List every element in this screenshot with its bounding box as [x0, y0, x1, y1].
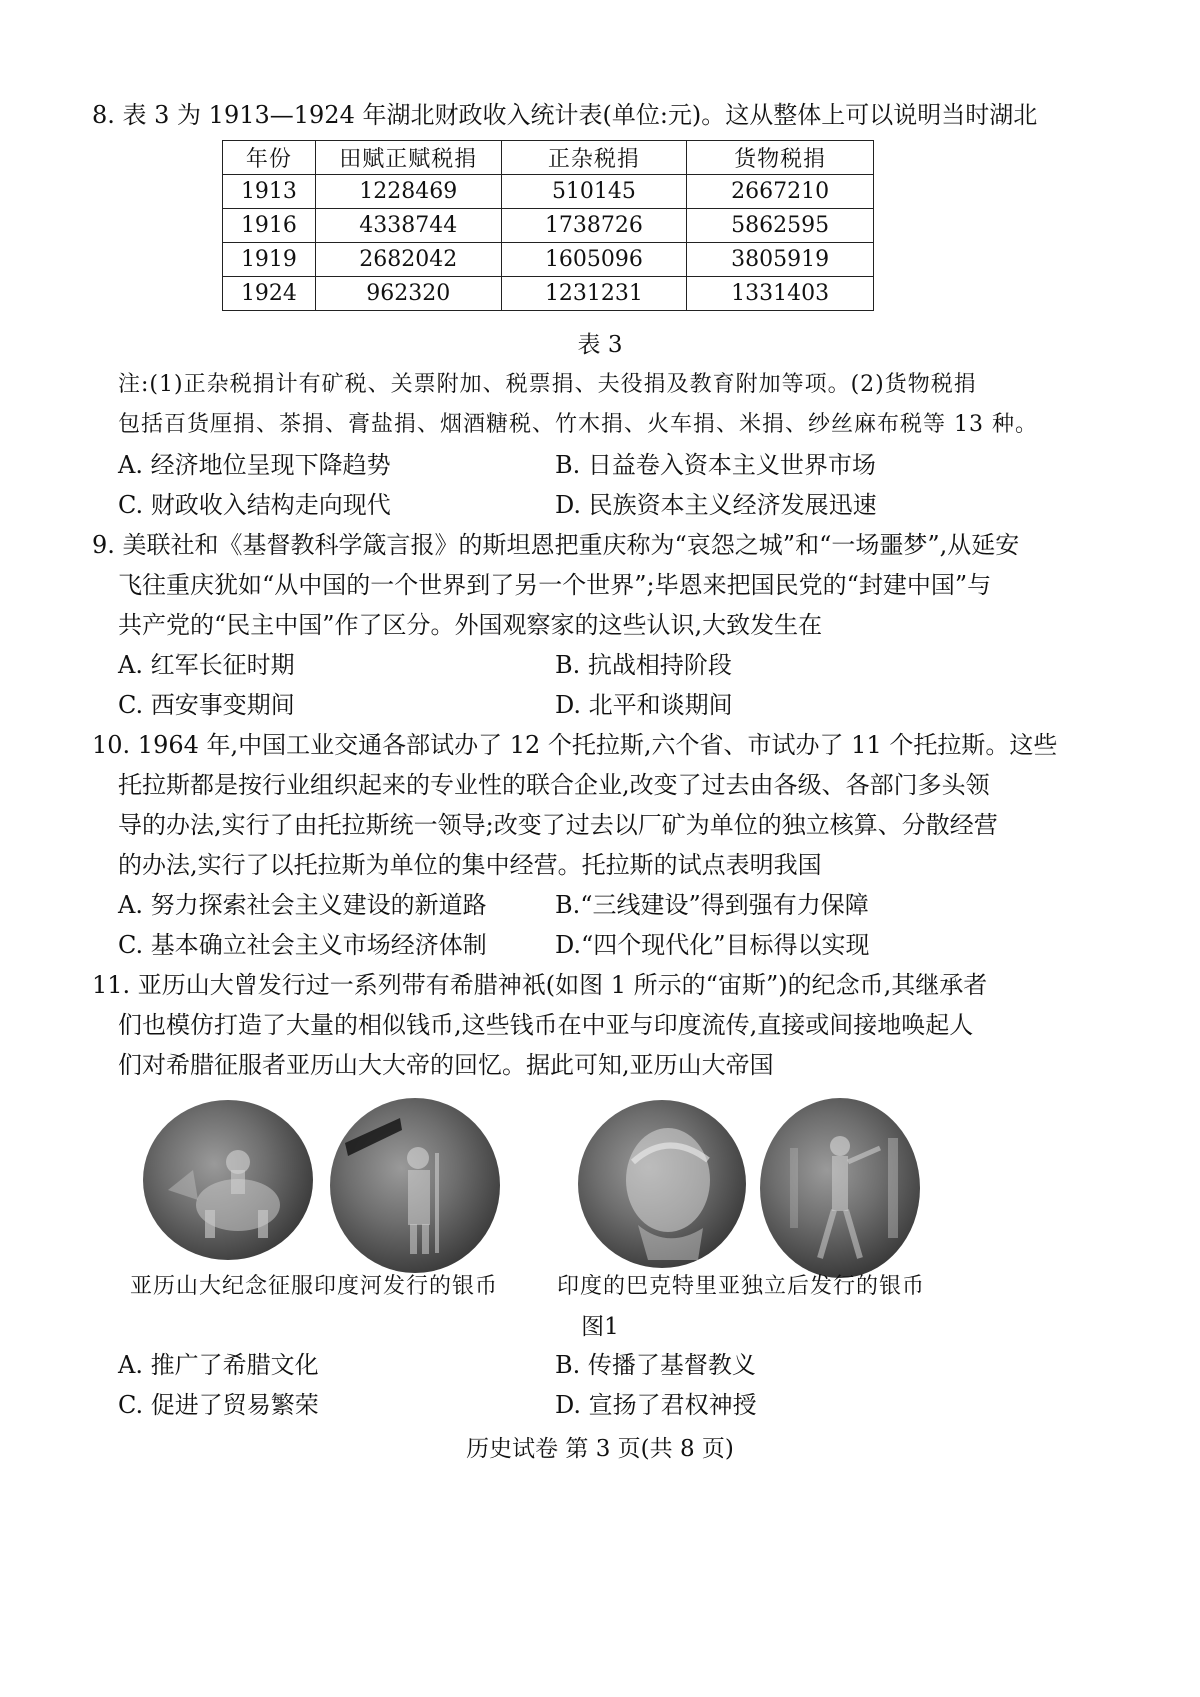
option-c[interactable]: C. 基本确立社会主义市场经济体制: [118, 931, 487, 959]
q10-stem-line: 托拉斯都是按行业组织起来的专业性的联合企业,改变了过去由各级、各部门多头领: [118, 771, 990, 799]
coin-standing-figure-image: [330, 1098, 500, 1273]
table-row: [223, 209, 874, 243]
coin-zeus-image: [760, 1098, 920, 1278]
option-c[interactable]: C. 财政收入结构走向现代: [118, 491, 391, 519]
q9-stem-line: 共产党的“民主中国”作了区分。外国观察家的这些认识,大致发生在: [118, 611, 823, 639]
table-cell: 1913: [223, 175, 316, 209]
q9-stem-line: 9. 美联社和《基督教科学箴言报》的斯坦恩把重庆称为“哀怨之城”和“一场噩梦”,从延安: [92, 531, 1020, 559]
table-cell: 1738726: [501, 209, 687, 243]
table-header-cell: 正杂税捐: [501, 141, 687, 175]
option-b[interactable]: B. 传播了基督教义: [555, 1351, 756, 1379]
q10-stem-line: 导的办法,实行了由托拉斯统一领导;改变了过去以厂矿为单位的独立核算、分散经营: [118, 811, 998, 839]
q8-options-row: [0, 488, 1200, 522]
option-b[interactable]: B.“三线建设”得到强有力保障: [555, 891, 869, 919]
table-cell: 2667210: [687, 175, 874, 209]
table-cell: 4338744: [315, 209, 501, 243]
q11-stem-line: 11. 亚历山大曾发行过一系列带有希腊神祇(如图 1 所示的“宙斯”)的纪念币,其继承者: [92, 971, 988, 999]
table-header-cell: 货物税捐: [687, 141, 874, 175]
table-cell: 510145: [501, 175, 687, 209]
q11-stem-line: 们对希腊征服者亚历山大大帝的回忆。据此可知,亚历山大帝国: [118, 1051, 774, 1079]
q10-options-row: [0, 928, 1200, 962]
table-header-cell: 年份: [223, 141, 316, 175]
standing-figure-icon: [330, 1098, 500, 1273]
option-a[interactable]: A. 经济地位呈现下降趋势: [118, 451, 391, 479]
table-cell: 1916: [223, 209, 316, 243]
q11-options-row: [0, 1348, 1200, 1382]
table-cell: 1228469: [315, 175, 501, 209]
q8-stem: 8. 表 3 为 1913—1924 年湖北财政收入统计表(单位:元)。这从整体上可以说明当时湖北: [92, 101, 1038, 129]
coin-portrait-image: [578, 1100, 746, 1268]
option-b[interactable]: B. 日益卷入资本主义世界市场: [555, 451, 876, 479]
table-cell: 5862595: [687, 209, 874, 243]
table-cell: 2682042: [315, 243, 501, 277]
table-caption: 表 3: [577, 332, 623, 358]
q8-options-row: [0, 448, 1200, 482]
figure-left-caption: 亚历山大纪念征服印度河发行的银币: [130, 1274, 499, 1299]
coin-elephant-image: [143, 1100, 313, 1260]
table-cell: 1231231: [501, 277, 687, 311]
q11-options-row: [0, 1388, 1200, 1422]
q9-options-row: [0, 688, 1200, 722]
page-footer: 历史试卷 第 3 页(共 8 页): [466, 1436, 734, 1462]
q8-note-line: 包括百货厘捐、茶捐、膏盐捐、烟酒糖税、竹木捐、火车捐、米捐、纱丝麻布税等 13 种。: [118, 412, 1038, 437]
q8-note-line: 注:(1)正杂税捐计有矿税、关票附加、税票捐、夫役捐及教育附加等项。(2)货物税捐: [118, 372, 977, 397]
figure-label: 图1: [581, 1314, 619, 1340]
table-cell: 1605096: [501, 243, 687, 277]
option-a[interactable]: A. 努力探索社会主义建设的新道路: [118, 891, 487, 919]
table-header-cell: 田赋正赋税捐: [315, 141, 501, 175]
table-cell: 3805919: [687, 243, 874, 277]
revenue-table: [222, 140, 874, 311]
portrait-head-icon: [578, 1100, 746, 1268]
q10-stem-line: 的办法,实行了以托拉斯为单位的集中经营。托拉斯的试点表明我国: [118, 851, 822, 879]
elephant-rider-icon: [143, 1100, 313, 1260]
q10-stem-line: 10. 1964 年,中国工业交通各部试办了 12 个托拉斯,六个省、市试办了 11 个托拉斯。这些: [92, 731, 1058, 759]
option-c[interactable]: C. 西安事变期间: [118, 691, 295, 719]
table-cell: 1331403: [687, 277, 874, 311]
option-d[interactable]: D. 宣扬了君权神授: [555, 1391, 757, 1419]
q9-options-row: [0, 648, 1200, 682]
option-d[interactable]: D.“四个现代化”目标得以实现: [555, 931, 870, 959]
option-b[interactable]: B. 抗战相持阶段: [555, 651, 732, 679]
table-cell: 962320: [315, 277, 501, 311]
zeus-figure-icon: [760, 1098, 920, 1278]
figure-right-caption: 印度的巴克特里亚独立后发行的银币: [557, 1274, 926, 1299]
table-row: [223, 175, 874, 209]
table-cell: 1924: [223, 277, 316, 311]
option-d[interactable]: D. 北平和谈期间: [555, 691, 733, 719]
table-header-row: [223, 141, 874, 175]
q11-stem-line: 们也模仿打造了大量的相似钱币,这些钱币在中亚与印度流传,直接或间接地唤起人: [118, 1011, 974, 1039]
q9-stem-line: 飞往重庆犹如“从中国的一个世界到了另一个世界”;毕恩来把国民党的“封建中国”与: [118, 571, 992, 599]
option-a[interactable]: A. 红军长征时期: [118, 651, 295, 679]
table-row: [223, 243, 874, 277]
q10-options-row: [0, 888, 1200, 922]
option-a[interactable]: A. 推广了希腊文化: [118, 1351, 319, 1379]
table-row: [223, 277, 874, 311]
table-cell: 1919: [223, 243, 316, 277]
option-d[interactable]: D. 民族资本主义经济发展迅速: [555, 491, 877, 519]
option-c[interactable]: C. 促进了贸易繁荣: [118, 1391, 319, 1419]
